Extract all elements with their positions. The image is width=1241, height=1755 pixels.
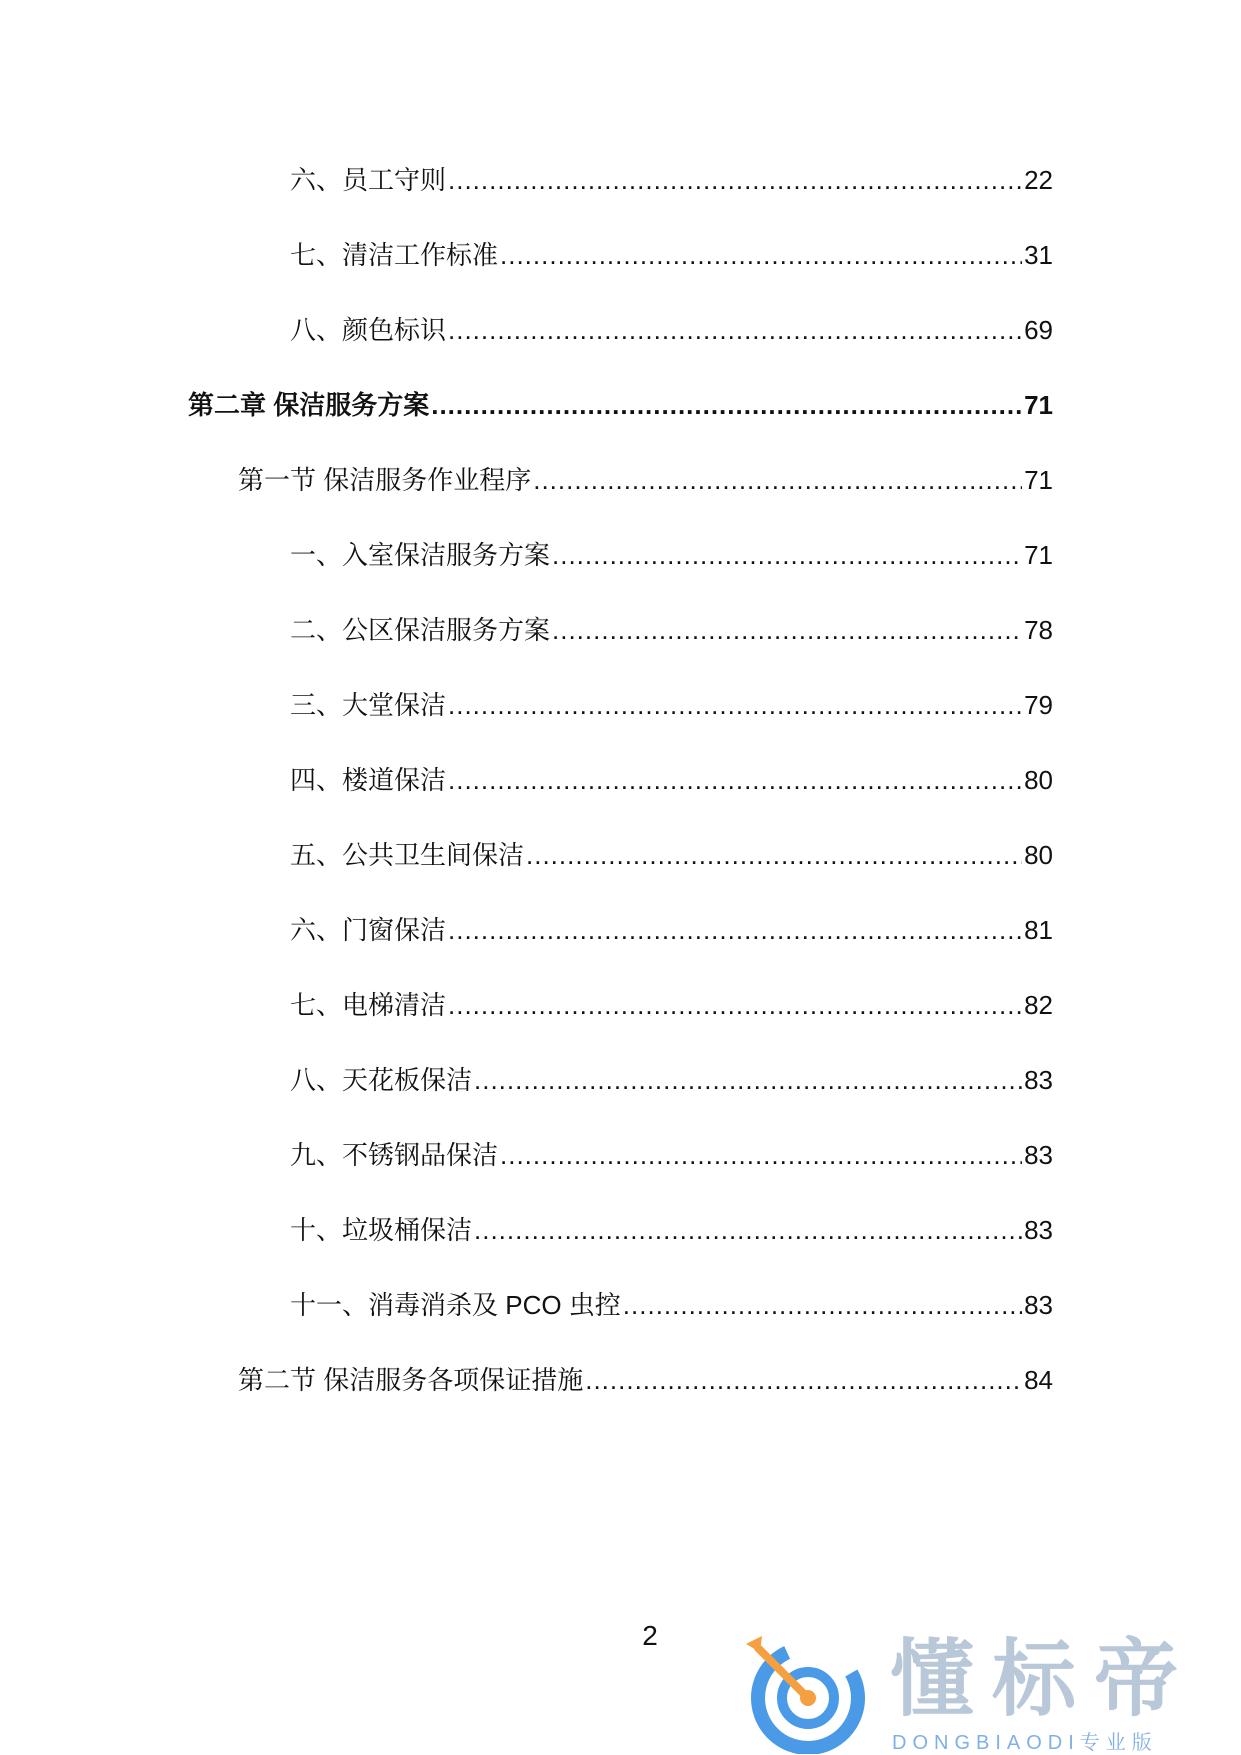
target-logo-icon: [740, 1630, 870, 1754]
toc-entry-page: 31: [1024, 240, 1053, 270]
toc-leader-dots: [448, 990, 1022, 1020]
toc-section-entry[interactable]: [238, 1355, 1053, 1395]
toc-entry[interactable]: [290, 305, 1053, 345]
toc-leader-dots: [431, 390, 1022, 420]
toc-leader-dots: [526, 840, 1022, 870]
toc-entry-page: 83: [1024, 1140, 1053, 1170]
toc-leader-dots: [500, 1140, 1022, 1170]
toc-entry-title: 十一、消毒消杀及 PCO 虫控: [290, 1290, 621, 1320]
toc-entry-page: 84: [1024, 1365, 1053, 1395]
toc-entry-title: 五、公共卫生间保洁: [290, 840, 525, 870]
watermark: [740, 1630, 1240, 1754]
toc-leader-dots: [623, 1290, 1022, 1320]
watermark-subtitle: DONGBIAODI专业版: [892, 1732, 1158, 1754]
toc-entry[interactable]: [290, 605, 1053, 645]
toc-leader-dots: [448, 315, 1022, 345]
toc-entry-title: 八、天花板保洁: [290, 1065, 473, 1095]
toc-entry-title: 第二章 保洁服务方案: [188, 390, 430, 420]
toc-entry-page: 83: [1024, 1290, 1053, 1320]
toc-leader-dots: [552, 540, 1022, 570]
toc-leader-dots: [474, 1215, 1022, 1245]
toc-entry-page: 78: [1024, 615, 1053, 645]
toc-entry[interactable]: [290, 1055, 1053, 1095]
toc-entry-title: 第二节 保洁服务各项保证措施: [238, 1365, 584, 1395]
toc-chapter-entry[interactable]: [188, 380, 1053, 420]
toc-entry-title: 八、颜色标识: [290, 315, 447, 345]
toc-entry-title: 十、垃圾桶保洁: [290, 1215, 473, 1245]
watermark-brand: 懂标帝: [890, 1632, 1197, 1726]
toc-entry[interactable]: [290, 1205, 1053, 1245]
toc-entry-page: 80: [1024, 765, 1053, 795]
toc-entry[interactable]: [290, 905, 1053, 945]
toc-entry-title: 七、清洁工作标准: [290, 240, 499, 270]
toc-leader-dots: [552, 615, 1022, 645]
toc-entry[interactable]: [290, 680, 1053, 720]
toc-entry-page: 82: [1024, 990, 1053, 1020]
toc-entry-title: 第一节 保洁服务作业程序: [238, 465, 532, 495]
toc-leader-dots: [448, 915, 1022, 945]
toc-entry-page: 22: [1024, 165, 1053, 195]
toc-entry-title: 六、门窗保洁: [290, 915, 447, 945]
toc-leader-dots: [448, 765, 1022, 795]
toc-entry-title: 七、电梯清洁: [290, 990, 447, 1020]
toc-leader-dots: [585, 1365, 1022, 1395]
toc-entry-page: 83: [1024, 1215, 1053, 1245]
toc-entry[interactable]: [290, 755, 1053, 795]
toc-section-entry[interactable]: [238, 455, 1053, 495]
toc-entry-page: 81: [1024, 915, 1053, 945]
toc-entry[interactable]: [290, 1280, 1053, 1320]
page-number: 2: [642, 1620, 658, 1651]
toc-entry-title: 一、入室保洁服务方案: [290, 540, 551, 570]
toc-entry-title: 九、不锈钢品保洁: [290, 1140, 499, 1170]
toc-leader-dots: [500, 240, 1022, 270]
toc-entry[interactable]: [290, 1130, 1053, 1170]
toc-entry-page: 71: [1024, 390, 1053, 420]
toc-entry[interactable]: [290, 830, 1053, 870]
toc-entry-title: 二、公区保洁服务方案: [290, 615, 551, 645]
toc-leader-dots: [448, 165, 1022, 195]
toc-entry[interactable]: [290, 530, 1053, 570]
toc-entry[interactable]: [290, 230, 1053, 270]
toc-entry-title: 六、员工守则: [290, 165, 447, 195]
toc-entry-page: 80: [1024, 840, 1053, 870]
toc-entry-page: 71: [1024, 540, 1053, 570]
toc-entry-page: 79: [1024, 690, 1053, 720]
toc-leader-dots: [474, 1065, 1022, 1095]
toc-entry-page: 83: [1024, 1065, 1053, 1095]
toc-entry[interactable]: [290, 155, 1053, 195]
toc-entry[interactable]: [290, 980, 1053, 1020]
toc-entry-page: 71: [1024, 465, 1053, 495]
toc-entry-title: 四、楼道保洁: [290, 765, 447, 795]
toc-entry-title: 三、大堂保洁: [290, 690, 447, 720]
toc-leader-dots: [448, 690, 1022, 720]
toc-leader-dots: [533, 465, 1022, 495]
toc-entry-page: 69: [1024, 315, 1053, 345]
